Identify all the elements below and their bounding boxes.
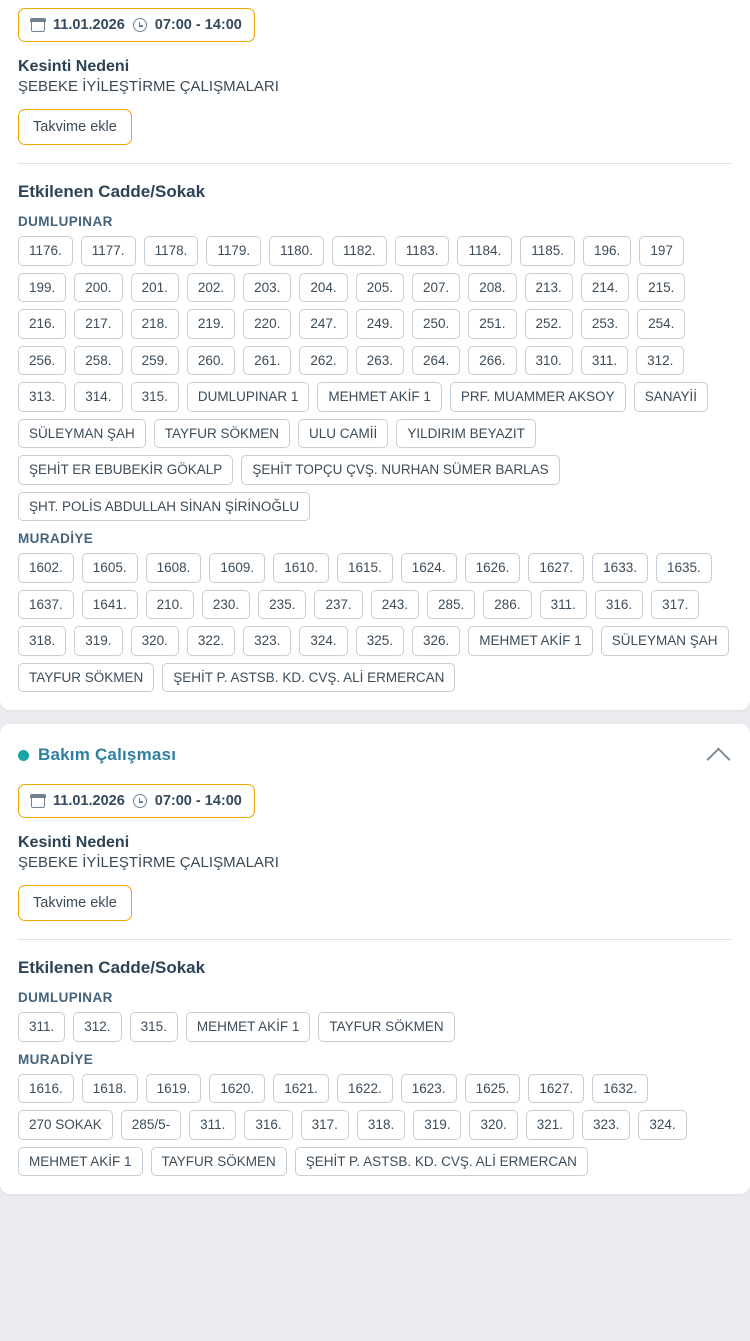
outage-date: 11.01.2026	[53, 17, 125, 33]
outage-card	[0, 724, 750, 1194]
street-group-name: DUMLUPINAR	[18, 990, 113, 1006]
street-chip: 263.	[356, 346, 404, 376]
street-group-name: MURADİYE	[18, 531, 94, 547]
streets-title: Etkilenen Cadde/Sokak	[18, 182, 206, 201]
street-chip-list	[18, 236, 736, 521]
street-chip: ŞHT. POLİS ABDULLAH SİNAN ŞİRİNOĞLU	[18, 492, 310, 522]
street-chip: 1641.	[82, 590, 138, 620]
street-chip: 1183.	[395, 236, 450, 266]
street-chip: 1609.	[209, 553, 265, 583]
street-group-name: DUMLUPINAR	[18, 214, 113, 229]
street-chip: 235.	[258, 590, 306, 620]
outage-datetime-pill	[18, 8, 255, 42]
street-chip: 311.	[581, 346, 628, 376]
street-chip: 243.	[371, 590, 419, 620]
status-dot-icon	[18, 750, 29, 761]
street-chip: 1602.	[18, 553, 74, 583]
street-chip: 213.	[525, 273, 573, 303]
street-chip: 1176.	[18, 236, 73, 266]
street-chip: 260.	[187, 346, 235, 376]
street-chip: 214.	[581, 273, 629, 303]
street-chip: 270 SOKAK	[18, 1110, 113, 1140]
street-chip: 251.	[468, 309, 516, 339]
street-chip: MEHMET AKİF 1	[18, 1147, 143, 1177]
street-chip: 310.	[525, 346, 573, 376]
street-chip: 253.	[581, 309, 629, 339]
street-chip: 1615.	[337, 553, 393, 583]
street-chip: DUMLUPINAR 1	[187, 382, 310, 412]
street-chip: 210.	[146, 590, 194, 620]
street-chip: ŞEHİT TOPÇU ÇVŞ. NURHAN SÜMER BARLAS	[241, 455, 559, 485]
add-to-calendar-button[interactable]: Takvime ekle	[18, 109, 132, 145]
street-chip: PRF. MUAMMER AKSOY	[450, 382, 626, 412]
street-chip: 1622.	[337, 1074, 393, 1104]
status-label: Bakım Çalışması	[38, 745, 177, 765]
street-chip: 1627.	[528, 1074, 584, 1104]
street-chip: 318.	[18, 626, 66, 656]
street-chip: 1637.	[18, 590, 74, 620]
street-chip: TAYFUR SÖKMEN	[154, 419, 290, 449]
street-chip: 1623.	[401, 1074, 457, 1104]
street-chip: 1610.	[273, 553, 329, 583]
street-chip: 311.	[540, 590, 587, 620]
street-chip: 207.	[412, 273, 460, 303]
street-chip: 266.	[468, 346, 516, 376]
street-chip: 312.	[73, 1012, 121, 1042]
reason-text: ŞEBEKE İYİLEŞTİRME ÇALIŞMALARI	[18, 78, 279, 95]
street-chip: 322.	[187, 626, 235, 656]
street-chip: 262.	[299, 346, 347, 376]
street-chip: 1632.	[592, 1074, 648, 1104]
street-chip: 285.	[427, 590, 475, 620]
street-chip: 204.	[299, 273, 347, 303]
clock-icon	[133, 794, 147, 808]
outage-datetime-pill	[18, 784, 255, 818]
street-chip: 247.	[299, 309, 347, 339]
street-chip: 1180.	[269, 236, 324, 266]
street-chip: 315.	[131, 382, 179, 412]
street-chip: 321.	[526, 1110, 574, 1140]
street-chip: 1618.	[82, 1074, 138, 1104]
street-chip: 1182.	[332, 236, 387, 266]
street-chip: 314.	[74, 382, 122, 412]
outage-card-header[interactable]	[0, 724, 750, 776]
street-chip: 323.	[582, 1110, 630, 1140]
street-chip: ULU CAMİİ	[298, 419, 388, 449]
street-chip: 208.	[468, 273, 516, 303]
street-chip: 1608.	[146, 553, 202, 583]
street-chip: MEHMET AKİF 1	[317, 382, 442, 412]
street-chip: 319.	[74, 626, 122, 656]
street-chip: 326.	[412, 626, 460, 656]
street-chip: 230.	[202, 590, 250, 620]
street-chip: 1616.	[18, 1074, 74, 1104]
streets-title: Etkilenen Cadde/Sokak	[18, 958, 206, 978]
street-chip: 320.	[469, 1110, 517, 1140]
street-chip: SANAYİİ	[634, 382, 708, 412]
street-chip-list	[18, 553, 736, 692]
street-chip: 324.	[299, 626, 347, 656]
street-chip: 1185.	[520, 236, 575, 266]
street-chip: 218.	[131, 309, 179, 339]
street-chip: 220.	[243, 309, 291, 339]
street-chip: ŞEHİT P. ASTSB. KD. CVŞ. ALİ ERMERCAN	[295, 1147, 588, 1177]
status-badge	[18, 745, 176, 765]
street-group-name: MURADİYE	[18, 1051, 94, 1067]
street-chip: 256.	[18, 346, 66, 376]
street-chip: 1626.	[465, 553, 521, 583]
street-chip: 261.	[243, 346, 291, 376]
street-chip: 215.	[637, 273, 685, 303]
street-chip: 196.	[583, 236, 631, 266]
street-chip: 249.	[356, 309, 404, 339]
street-chip: 1620.	[209, 1074, 265, 1104]
outage-time: 07:00 - 14:00	[154, 793, 242, 810]
street-chip: 320.	[131, 626, 179, 656]
street-chip: SÜLEYMAN ŞAH	[18, 419, 146, 449]
street-chip-list	[18, 1074, 736, 1177]
reason-title: Kesinti Nedeni	[18, 58, 130, 75]
street-chip: 264.	[412, 346, 460, 376]
street-chip: 1635.	[656, 553, 712, 583]
outage-date: 11.01.2026	[53, 793, 125, 810]
street-chip: 216.	[18, 309, 66, 339]
street-chip: 312.	[636, 346, 684, 376]
street-chip: 254.	[637, 309, 685, 339]
street-chip: 319.	[413, 1110, 461, 1140]
street-chip: ŞEHİT ER EBUBEKİR GÖKALP	[18, 455, 233, 485]
street-chip-list	[18, 1012, 736, 1042]
street-chip: 202.	[187, 273, 235, 303]
street-chip: 323.	[243, 626, 291, 656]
street-chip: TAYFUR SÖKMEN	[318, 1012, 454, 1042]
street-chip: 237.	[314, 590, 362, 620]
street-chip: 1619.	[146, 1074, 202, 1104]
street-chip: 1605.	[82, 553, 138, 583]
street-chip: 1179.	[206, 236, 261, 266]
street-chip: 200.	[74, 273, 122, 303]
divider	[18, 939, 732, 940]
street-chip: 203.	[243, 273, 291, 303]
street-chip: 317.	[301, 1110, 349, 1140]
street-chip: 315.	[130, 1012, 178, 1042]
reason-title: Kesinti Nedeni	[18, 834, 130, 852]
chevron-up-icon[interactable]	[706, 742, 732, 768]
calendar-icon	[31, 795, 45, 808]
street-chip: 316.	[244, 1110, 292, 1140]
street-chip: 318.	[357, 1110, 405, 1140]
reason-text: ŞEBEKE İYİLEŞTİRME ÇALIŞMALARI	[18, 854, 279, 872]
street-chip: 317.	[651, 590, 699, 620]
street-chip: TAYFUR SÖKMEN	[151, 1147, 287, 1177]
street-chip: 258.	[74, 346, 122, 376]
street-chip: 205.	[356, 273, 404, 303]
street-chip: 1184.	[457, 236, 512, 266]
outage-time: 07:00 - 14:00	[154, 17, 242, 33]
street-chip: 285/5-	[121, 1110, 181, 1140]
street-chip: 259.	[131, 346, 179, 376]
street-chip: 1177.	[81, 236, 136, 266]
calendar-icon	[31, 19, 45, 32]
add-to-calendar-button[interactable]: Takvime ekle	[18, 885, 132, 921]
street-chip: 286.	[483, 590, 531, 620]
street-chip: 311.	[18, 1012, 65, 1042]
street-chip: 197	[639, 236, 684, 266]
street-chip: 1633.	[592, 553, 648, 583]
street-chip: 1621.	[273, 1074, 329, 1104]
street-chip: 316.	[595, 590, 643, 620]
street-chip: 325.	[356, 626, 404, 656]
street-chip: 1624.	[401, 553, 457, 583]
divider	[18, 163, 732, 164]
street-chip: 1625.	[465, 1074, 521, 1104]
street-chip: YILDIRIM BEYAZIT	[396, 419, 536, 449]
street-chip: MEHMET AKİF 1	[468, 626, 593, 656]
street-chip: 201.	[131, 273, 179, 303]
street-chip: 219.	[187, 309, 235, 339]
street-chip: 313.	[18, 382, 66, 412]
street-chip: SÜLEYMAN ŞAH	[601, 626, 729, 656]
street-chip: 217.	[74, 309, 122, 339]
street-chip: 1627.	[528, 553, 584, 583]
street-chip: ŞEHİT P. ASTSB. KD. CVŞ. ALİ ERMERCAN	[162, 663, 455, 693]
street-chip: TAYFUR SÖKMEN	[18, 663, 154, 693]
street-chip: 252.	[525, 309, 573, 339]
clock-icon	[133, 18, 147, 32]
street-chip: 1178.	[144, 236, 199, 266]
street-chip: 311.	[189, 1110, 236, 1140]
street-chip: 324.	[638, 1110, 686, 1140]
street-chip: 250.	[412, 309, 460, 339]
street-chip: 199.	[18, 273, 66, 303]
street-chip: MEHMET AKİF 1	[186, 1012, 311, 1042]
